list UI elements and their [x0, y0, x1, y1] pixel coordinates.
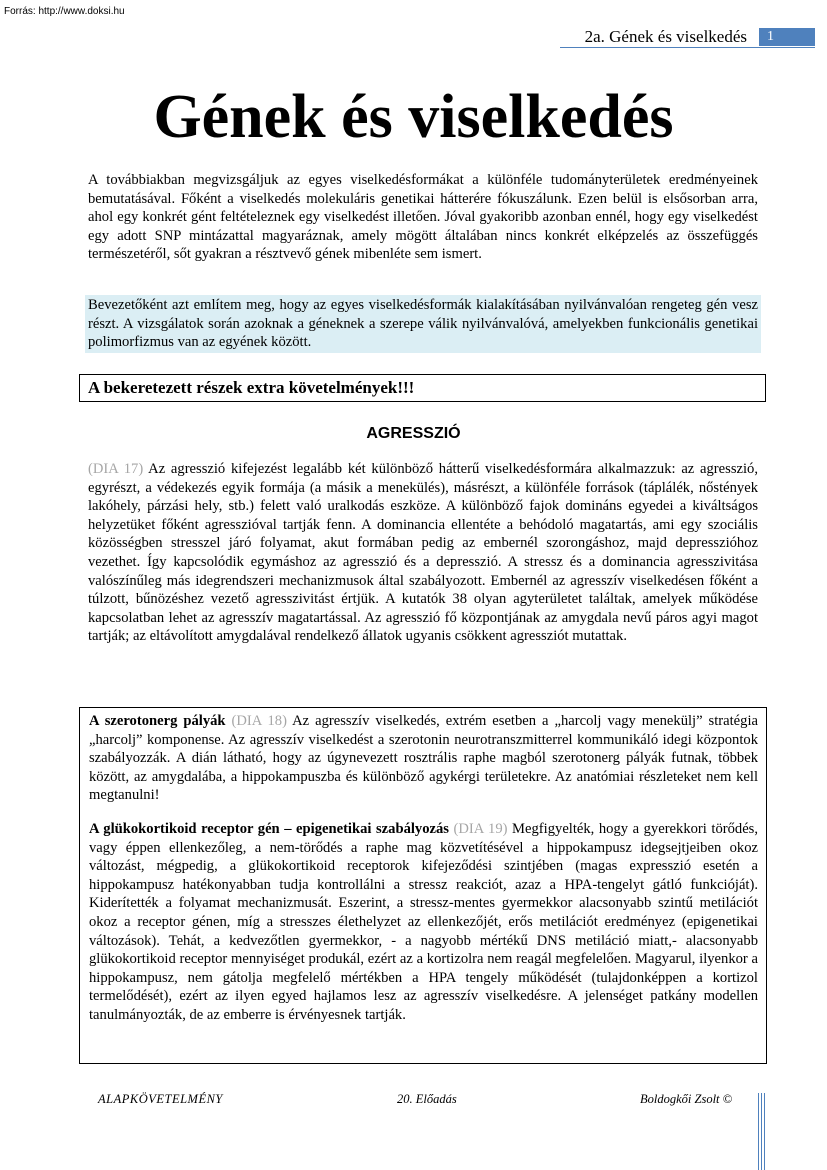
dia-reference: (DIA 17)	[88, 461, 144, 477]
footer-left: ALAPKÖVETELMÉNY	[98, 1092, 223, 1106]
page-number: 1	[759, 28, 815, 46]
framed-lead: A glükokortikoid receptor gén – epigenetikai szabályozás	[89, 821, 449, 837]
page-title: Gének és viselkedés	[153, 83, 674, 151]
footer-middle: 20. Előadás	[397, 1092, 457, 1106]
extra-requirements-frame	[79, 707, 767, 1064]
dia-reference: (DIA 19)	[448, 821, 508, 837]
footer-right: Boldogkői Zsolt ©	[640, 1092, 733, 1106]
running-header	[585, 26, 815, 48]
source-note: Forrás: http://www.doksi.hu	[4, 6, 125, 17]
footer-decorative-lines	[758, 1093, 767, 1170]
framed-paragraph-serotonergic	[89, 712, 758, 805]
framed-text: Megfigyelték, hogy a gyerekkori törődés, vagy éppen ellenkezőleg, a nem-törődés a raphe mag közvetítésével a hippokampusz idegsejtjeiben okoz változást, mégpedig, a glükokortikoid receptorok kifejeződési szintjében (magas expresszió esetén a hippokampusz hatékonyabban tudja kontrollálni a stressz reakciót, azaz a HPA-tengelyt gátló funkcióját). Kiderítették a folyamat mechanizmusát. Eszerint, a stressz-mentes gyermekkor alacsonyabb szintű metilációt okoz a receptor génen, míg a stresszes élethelyzet az ellenkezőjét, erős metilációt eredményez (epigenetikai változások). Tehát, a kedvezőtlen gyermekkor, - a nagyobb mértékű DNS metiláció miatt,- alacsonyabb glükokortikoid receptor mennyiséget produkál, ezért az a kortizolra nem reagál megfelelően. Magyarul, ilyenkor a hippokampusz, nem gátolja megfelelő mértékben a HPA tengely működését (tulajdonképpen a kortizol termelődését), ezért az ilyen egyed hajlamos lesz az agresszív viselkedésre. A jelenséget patkány modellen tanulmányozták, de az emberre is érvényesnek tartják.	[89, 821, 758, 1023]
section-paragraph	[88, 460, 758, 646]
framed-text: Az agresszív viselkedés, extrém esetben a „harcolj vagy menekülj” stratégia „harcolj” komponense. Az agresszív viselkedést a szerotonin neurotranszmitterrel kommunikáló idegi központok szabályozzák. A dián látható, hogy az úgynevezett rosztrális raphe magból szerotonerg pályák futnak, többek között, az amygdalába, a hippokampuszba és különböző agykérgi területekre. Az anatómiai részleteket nem kell megtanulni!	[89, 713, 758, 804]
header-rule	[560, 47, 815, 48]
running-title: 2a. Gének és viselkedés	[584, 27, 747, 46]
section-heading: AGRESSZIÓ	[366, 425, 461, 442]
dia-reference: (DIA 18)	[225, 713, 287, 729]
framed-lead: A szerotonerg pályák	[89, 713, 226, 729]
extra-requirements-notice: A bekeretezett részek extra követelmények!!!	[79, 374, 766, 402]
highlighted-paragraph: Bevezetőként azt említem meg, hogy az egyes viselkedésformák kialakításában nyilvánvalóan rengeteg gén vesz részt. A vizsgálatok során azoknak a géneknek a szerepe válik nyilvánvalóvá, amelyekben funkcionális genetikai polimorfizmus van az egyének között.	[85, 295, 761, 353]
intro-paragraph: A továbbiakban megvizsgáljuk az egyes viselkedésformákat a különféle tudományterületek eredményeinek bemutatásával. Főként a viselkedés molekuláris genetikai hátterére fókuszálunk. Ezen belül is elsősorban arra, ahol egy konkrét gént feltételeznek egy viselkedést illetően. Jóval gyakoribb azonban ennél, hogy egy viselkedést egy adott SNP mintázattal magyaráznak, amely mögött általában nincs konkrét elképzelés az összefüggés természetéről, sőt gyakran a résztvevő gének mibenléte sem ismert.	[88, 172, 758, 263]
section-text: Az agresszió kifejezést legalább két különböző hátterű viselkedésformára alkalmazzuk: az agresszió, egyrészt, a védekezés egyik formája (a másik a menekülés), másrészt, a különféle források (táplálék, nőstények lakóhely, párzási hely, stb.) felett való uralkodás eszköze. A különböző fajok domináns egyedei a kiváltságos helyzetüket főként agresszióval tartják fenn. A dominancia ellentéte a behódoló magatartás, ami egy szociális közösségben stresszel járó folyamat, akut formában pedig az embernél szorongáshoz, majd depresszióhoz vezethet. Így kapcsolódik egymáshoz az agresszió és a depresszió. A stressz és a dominancia agresszivitása valószínűleg más idegrendszeri mechanizmusok által szabályozott. Embernél az agresszív viselkedésen főként a túlzott, bűnözéshez vezető agresszivitást értjük. A kutatók 38 olyan agyterületet találtak, amelyek működése kapcsolatban lehet az agresszív magatartással. Az agresszió fő központjának az amygdala nevű páros agyi magot tartják; az eltávolított amygdalával rendelkező állatok ugyanis csökkent agressziót mutattak.	[88, 461, 758, 645]
framed-paragraph-glucocorticoid	[89, 820, 758, 1025]
